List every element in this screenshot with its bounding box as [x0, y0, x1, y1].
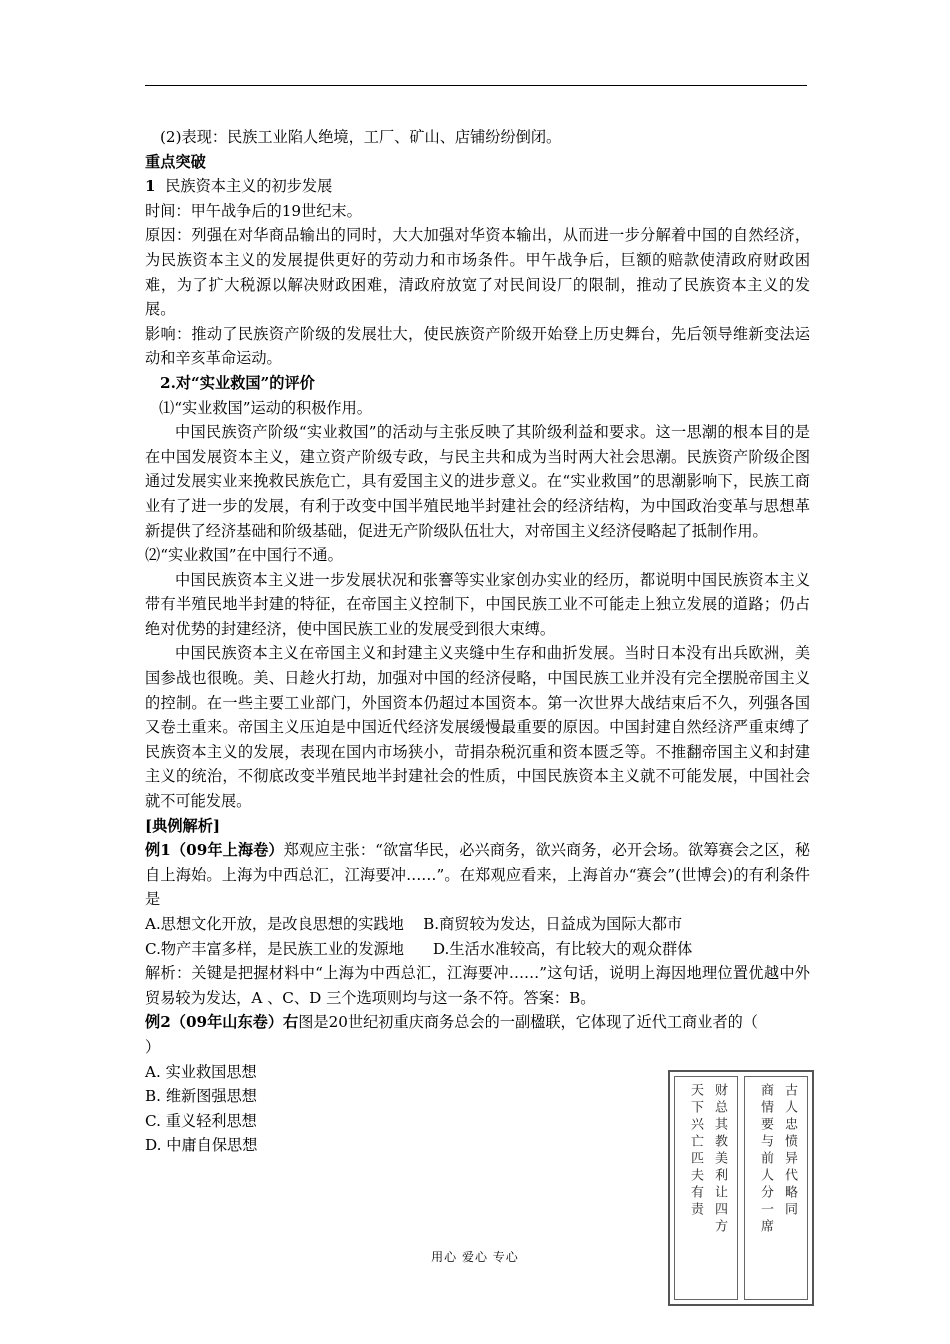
subsection-heading: 2.对“实业救国”的评价	[160, 373, 315, 392]
couplet-column: 商情要与前人分一席	[758, 1083, 773, 1236]
example-text: 图是20世纪初重庆商务总会的一副楹联，它体现了近代工商业者的（	[298, 1013, 758, 1032]
option: D. 中庸自保思想	[145, 1136, 258, 1155]
document-body	[145, 125, 810, 1158]
page-footer: 用心 爱心 专心	[431, 1250, 519, 1264]
example-1	[145, 838, 810, 912]
analysis: 解析：关键是把握材料中“上海为中西总汇，江海要冲……”这句话，说明上海因地理位置优越中外贸易较为发达，A 、C、D 三个选项则均与这一条不符。答案：B。	[145, 964, 810, 1007]
couplet-column: 古人忠愤异代略同	[782, 1083, 797, 1219]
example-label: 例2（09年山东卷）右	[145, 1013, 299, 1032]
option-row: C.物产丰富多样，是民族工业的发源地 D.生活水准较高，有比较大的观众群体	[145, 939, 693, 958]
subsection-heading: 1 民族资本主义的初步发展	[145, 177, 333, 196]
section-heading: [典例解析]	[145, 816, 221, 835]
example-2	[145, 1010, 810, 1035]
couplet-panel-left	[674, 1076, 738, 1300]
paragraph: 中国民族资本主义在帝国主义和封建主义夹缝中生存和曲折发展。当时日本没有出兵欧洲，美国参战也很晚。美、日趁火打劫，加强对中国的经济侵略，中国民族工业并没有完全摆脱帝国主义的控制。在一些主要工业部门，外国资本仍超过本国资本。第一次世界大战结束后不久，列强各国又卷土重来。帝国主义压迫是中国近代经济发展缓慢最重要的原因。中国封建自然经济严重束缚了民族资本主义的发展，表现在国内市场狭小，苛捐杂税沉重和资本匮乏等。不推翻帝国主义和封建主义的统治，不彻底改变半殖民地半封建社会的性质，中国民族资本主义就不可能发展，中国社会就不可能发展。	[145, 644, 810, 811]
header-rule	[145, 85, 807, 86]
couplet-panel-right	[744, 1076, 808, 1300]
couplet-column: 天下兴亡匹夫有责	[688, 1083, 703, 1219]
paragraph: ⑴“实业救国”运动的积极作用。	[159, 398, 372, 417]
paragraph: (2)表现：民族工业陷人绝境，工厂、矿山、店铺纷纷倒闭。	[160, 128, 562, 146]
paragraph: 中国民族资产阶级“实业救国”的活动与主张反映了其阶级利益和要求。这一思潮的根本目的是在中国发展资本主义，建立资产阶级专政，与民主共和成为当时两大社会思潮。民族资产阶级企图通过发展实业来挽救民族危亡，具有爱国主义的进步意义。在“实业救国”的思潮影响下，民族工商业有了进一步的发展，有利于改变中国半殖民地半封建社会的经济结构，为中国政治变革与思想革新提供了经济基础和阶级基础，促进无产阶级队伍壮大，对帝国主义经济侵略起了抵制作用。	[145, 423, 810, 540]
option: B. 维新图强思想	[145, 1087, 257, 1106]
section-heading: 重点突破	[145, 152, 206, 171]
example-text: 郑观应主张：“欲富华民，必兴商务，欲兴商务，必开会场。欲筹赛会之区，秘自上海始。上海为中西总汇，江海要冲……”。在郑观应看来，上海首办“赛会”(世博会)的有利条件是	[145, 841, 811, 909]
paragraph: ⑵“实业救国”在中国行不通。	[145, 546, 343, 565]
paragraph: 原因：列强在对华商品输出的同时，大大加强对华资本输出，从而进一步分解着中国的自然经济，为民族资本主义的发展提供更好的劳动力和市场条件。甲午战争后，巨额的赔款使清政府财政困难，为了扩大税源以解决财政困难，清政府放宽了对民间设厂的限制，推动了民族资本主义的发展。	[145, 226, 810, 319]
option: C. 重义轻利思想	[145, 1111, 257, 1130]
paragraph: 中国民族资本主义进一步发展状况和张謇等实业家创办实业的经历，都说明中国民族资本主义带有半殖民地半封建的特征，在帝国主义控制下，中国民族工业不可能走上独立发展的道路；仍占绝对优势的封建经济，使中国民族工业的发展受到很大束缚。	[145, 570, 810, 638]
couplet-image	[668, 1070, 814, 1306]
option: A. 实业救国思想	[145, 1062, 257, 1081]
question-close: ）	[145, 1037, 161, 1056]
couplet-column: 财总其教美利让四方	[712, 1083, 727, 1236]
option-row: A.思想文化开放，是改良思想的实践地 B.商贸较为发达，日益成为国际大都市	[145, 915, 683, 933]
example-label: 例1（09年上海卷）	[145, 841, 284, 860]
paragraph: 影响：推动了民族资产阶级的发展壮大，使民族资产阶级开始登上历史舞台，先后领导维新变法运动和辛亥革命运动。	[145, 324, 810, 368]
subsection-title: 民族资本主义的初步发展	[165, 177, 333, 196]
paragraph: 时间：甲午战争后的19世纪末。	[145, 201, 362, 220]
